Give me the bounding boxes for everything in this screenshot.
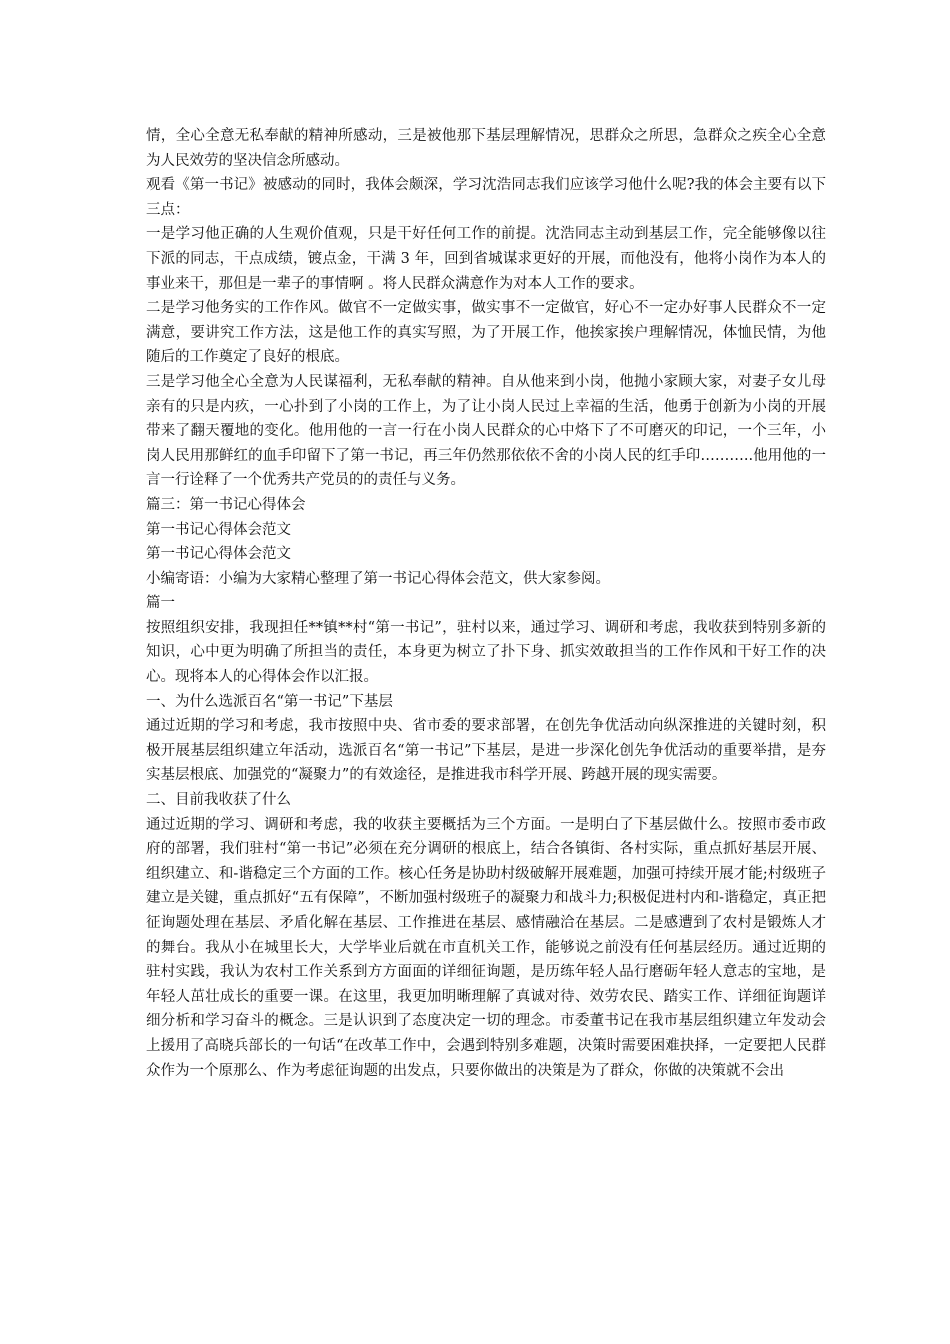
paragraph-1: 情，全心全意无私奉献的精神所感动，三是被他那下基层理解情况，思群众之所思，急群众之疾全心全意为人民效劳的坚决信念所感动。 xyxy=(146,128,826,169)
question-heading-2: 二、目前我收获了什么 xyxy=(146,792,291,809)
question-heading-1: 一、为什么选派百名“第一书记”下基层 xyxy=(146,693,393,710)
document-body xyxy=(146,124,826,1083)
paragraph-3: 一是学习他正确的人生观价值观，只是干好任何工作的前提。沈浩同志主动到基层工作，完全能够像以往下派的同志，干点成绩，镀点金，干满 3 年，回到省城谋求更好的开展，而他没有，他将小岗作为本人的事业来干，那但是一辈子的事情啊 。将人民群众满意作为对本人工作的要求。 xyxy=(146,226,826,292)
paragraph-6: 按照组织安排，我现担任**镇**村“第一书记”，驻村以来，通过学习、调研和考虑，我收获到特别多新的知识，心中更为明确了所担当的责任，本身更为树立了扑下身、抓实效敢担当的工作作风和干好工作的决心。现将本人的心得体会作以汇报。 xyxy=(146,619,826,686)
paragraph-4: 二是学习他务实的工作作风。做官不一定做实事，做实事不一定做官，好心不一定办好事人民群众不一定满意，要讲究工作方法，这是他工作的真实写照，为了开展工作，他挨家挨户理解情况，体恤民情，为他随后的工作奠定了良好的根底。 xyxy=(146,300,826,366)
subtitle-2: 第一书记心得体会范文 xyxy=(146,546,291,563)
paragraph-7: 通过近期的学习和考虑，我市按照中央、省市委的要求部署，在创先争优活动向纵深推进的关键时刻，积极开展基层组织建立年活动，选派百名“第一书记”下基层，是进一步深化创先争优活动的重要举措，是夯实基层根底、加强党的“凝聚力”的有效途径，是推进我市科学开展、跨越开展的现实需要。 xyxy=(146,718,826,784)
paragraph-5: 三是学习他全心全意为人民谋福利，无私奉献的精神。自从他来到小岗，他抛小家顾大家，对妻子女儿母亲有的只是内疚，一心扑到了小岗的工作上，为了让小岗人民过上幸福的生活，他勇于创新为小岗的开展带来了翻天覆地的变化。他用他的一言一行在小岗人民群众的心中烙下了不可磨灭的印记，一个三年，小岗人民用那鲜红的血手印留下了第一书记，再三年仍然那依依不舍的小岗人民的红手印………..他用他的一言一行诠释了一个优秀共产党员的的责任与义务。 xyxy=(146,373,826,489)
subtitle-1: 第一书记心得体会范文 xyxy=(146,521,291,538)
part-heading-1: 篇一 xyxy=(146,595,175,612)
editor-note: 小编寄语：小编为大家精心整理了第一书记心得体会范文，供大家参阅。 xyxy=(146,570,610,587)
paragraph-2: 观看《第一书记》被感动的同时，我体会颇深，学习沈浩同志我们应该学习他什么呢?我的体会主要有以下三点： xyxy=(146,177,826,218)
section-heading-3: 篇三：第一书记心得体会 xyxy=(146,496,306,513)
paragraph-8: 通过近期的学习、调研和考虑，我的收获主要概括为三个方面。一是明白了下基层做什么。按照市委市政府的部署，我们驻村“第一书记”必须在充分调研的根底上，结合各镇街、各村实际，重点抓好基层开展、组织建立、和-谐稳定三个方面的工作。核心任务是协助村级破解开展难题，加强可持续开展才能;村级班子建立是关键，重点抓好“五有保障”，不断加强村级班子的凝聚力和战斗力;积极促进村内和-谐稳定，真正把征询题处理在基层、矛盾化解在基层、工作推进在基层、感情融洽在基层。二是感遭到了农村是锻炼人才的舞台。我从小在城里长大，大学毕业后就在市直机关工作，能够说之前没有任何基层经历。通过近期的驻村实践，我认为农村工作关系到方方面面的详细征询题，是历练年轻人品行磨砺年轻人意志的宝地，是年轻人茁壮成长的重要一课。在这里，我更加明晰理解了真诚对待、效劳农民、踏实工作、详细征询题详细分析和学习奋斗的概念。三是认识到了态度决定一切的理念。市委董书记在我市基层组织建立年发动会上援用了高晓兵部长的一句话“在改革工作中，会遇到特别多难题，决策时需要困难抉择，一定要把人民群众作为一个原那么、作为考虑征询题的出发点，只要你做出的决策是为了群众，你做的决策就不会出 xyxy=(146,816,826,1079)
